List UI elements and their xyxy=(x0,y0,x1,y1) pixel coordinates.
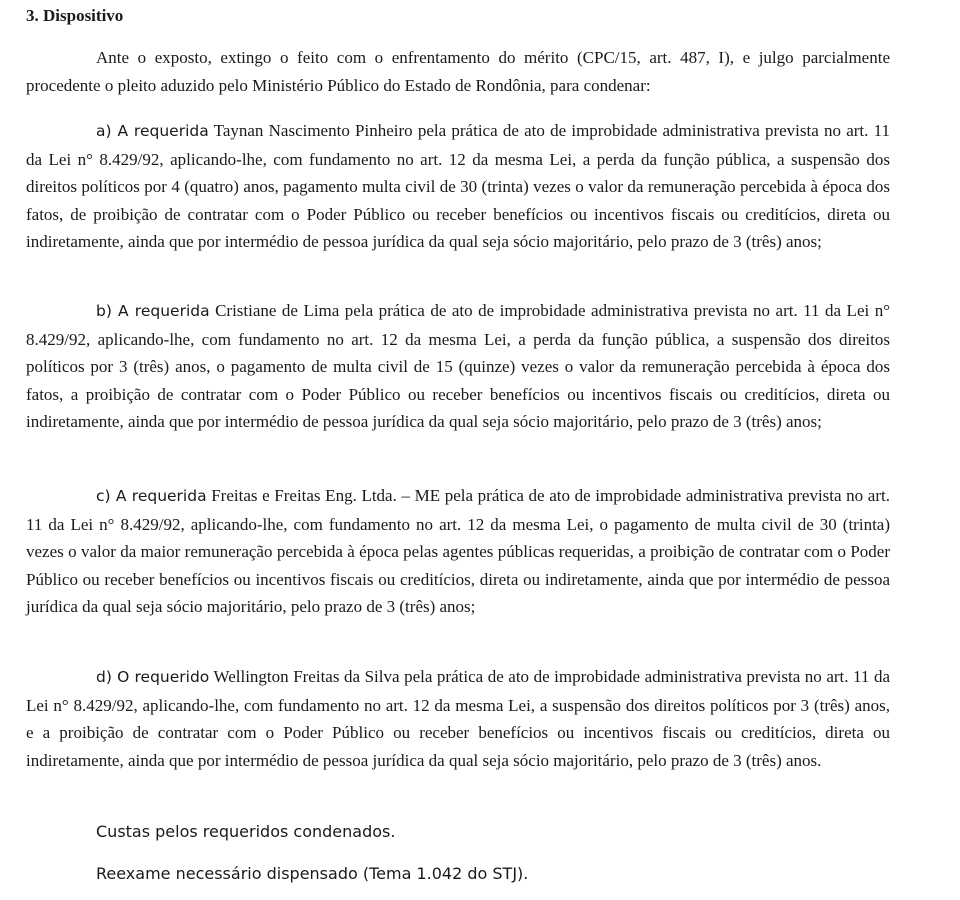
item-d-text: Wellington Freitas da Silva pela prática de ato de improbidade administrativa prevista no art. 11 da Lei n° 8.429/92, aplicando-lhe, com fundamento no art. 12 da mesma Lei, a suspensão dos direitos políticos por 3 (três) anos, e a proibição de contratar com o Poder Público ou receber benefícios ou incentivos fiscais ou creditícios, direta ou indiretamente, ainda que por intermédio de pessoa jurídica da qual seja sócio majoritário, pelo prazo de 3 (três) anos. xyxy=(26,667,890,770)
item-b-text: Cristiane de Lima pela prática de ato de improbidade administrativa prevista no art. 11 da Lei n° 8.429/92, aplicando-lhe, com fundamento no art. 12 da mesma Lei, a perda da função pública, a suspensão dos direitos políticos por 3 (três) anos, o pagamento de multa civil de 15 (quinze) vezes o valor da remuneração percebida à época dos fatos, a proibição de contratar com o Poder Público ou receber benefícios ou incentivos fiscais ou creditícios, direta ou indiretamente, ainda que por intermédio de pessoa jurídica da qual seja sócio majoritário, pelo prazo de 3 (três) anos; xyxy=(26,301,890,431)
intro-text: Ante o exposto, extingo o feito com o enfrentamento do mérito (CPC/15, art. 487, I), e julgo parcialmente procedente o pleito aduzido pelo Ministério Público do Estado de Rondônia, para condenar: xyxy=(26,48,890,95)
review-line: Reexame necessário dispensado (Tema 1.042 do STJ). xyxy=(96,864,529,883)
item-a-lead: a) A requerida xyxy=(96,122,209,140)
item-c-text: Freitas e Freitas Eng. Ltda. – ME pela prática de ato de improbidade administrativa prevista no art. 11 da Lei n° 8.429/92, aplicando-lhe, com fundamento no art. 12 da mesma Lei, o pagamento de multa civil de 30 (trinta) vezes o valor da maior remuneração percebida à época pelas agentes públicas requeridas, a proibição de contratar com o Poder Público ou receber benefícios ou incentivos fiscais ou creditícios, direta ou indiretamente, ainda que por intermédio de pessoa jurídica da qual seja sócio majoritário, pelo prazo de 3 (três) anos; xyxy=(26,486,890,616)
item-c-paragraph xyxy=(26,482,890,621)
item-c-lead: c) A requerida xyxy=(96,487,207,505)
item-a-text: Taynan Nascimento Pinheiro pela prática de ato de improbidade administrativa prevista no art. 11 da Lei n° 8.429/92, aplicando-lhe, com fundamento no art. 12 da mesma Lei, a perda da função pública, a suspensão dos direitos políticos por 4 (quatro) anos, pagamento multa civil de 30 (trinta) vezes o valor da remuneração percebida à época dos fatos, de proibição de contratar com o Poder Público ou receber benefícios ou incentivos fiscais ou creditícios, direta ou indiretamente, ainda que por intermédio de pessoa jurídica da qual seja sócio majoritário, pelo prazo de 3 (três) anos; xyxy=(26,121,890,251)
item-a-paragraph xyxy=(26,117,890,256)
costs-line: Custas pelos requeridos condenados. xyxy=(96,822,396,841)
intro-paragraph xyxy=(26,44,890,99)
section-heading: 3. Dispositivo xyxy=(26,6,124,25)
item-b-lead: b) A requerida xyxy=(96,302,210,320)
item-d-paragraph xyxy=(26,663,890,774)
item-d-lead: d) O requerido xyxy=(96,668,210,686)
item-b-paragraph xyxy=(26,297,890,436)
